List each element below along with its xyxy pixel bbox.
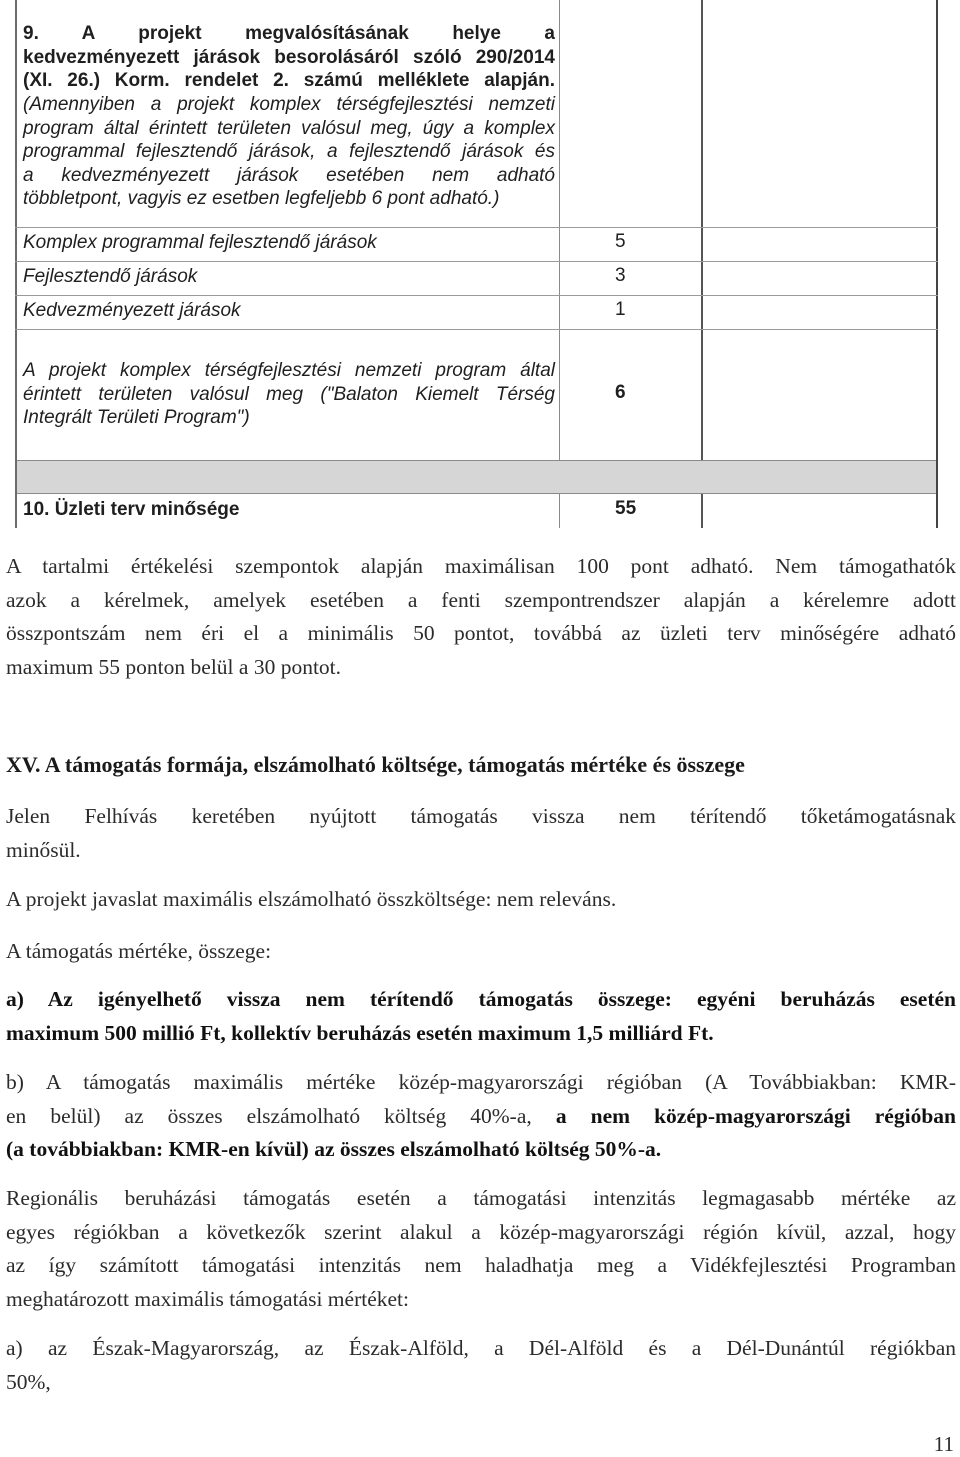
table-row-value: 3 <box>615 265 626 286</box>
table-row-value: 5 <box>615 231 626 252</box>
section-heading: XV. A támogatás formája, elszámolható költsége, támogatás mértéke és összege <box>6 752 745 777</box>
intro-line-2: azok a kérelmek, amelyek esetében a fenti szempontrendszer alapján a kérelemre adott <box>6 587 956 612</box>
table-row-label: Fejlesztendő járások <box>23 266 198 287</box>
para-total-cost: A projekt javaslat maximális elszámolható összköltsége: nem releváns. <box>6 887 617 911</box>
para-a-amount <box>6 983 956 1050</box>
para-b-rate <box>6 1066 956 1167</box>
para-regional-line-1: Regionális beruházási támogatás esetén a támogatási intenzitás legmagasabb mértéke az <box>6 1186 956 1210</box>
balaton-line-3: Integrált Területi Program") <box>23 407 250 428</box>
table-border-right <box>936 0 938 528</box>
criterion-9-line-1: 9. A projekt megvalósításának helye a <box>23 23 555 44</box>
criterion-9-note-line-5: többletpont, vagyis ez esetben legfeljebb 6 pont adható.) <box>23 188 500 209</box>
para-b-line-3: (a továbbiakban: KMR-en kívül) az összes elszámolható költség 50%-a. <box>6 1137 662 1161</box>
intro-line-1: A tartalmi értékelési szempontok alapján maximálisan 100 pont adható. Nem támogathatók <box>6 554 956 578</box>
table-rule <box>15 329 938 330</box>
table-divider-1 <box>559 0 560 528</box>
para-regional-line-3: az így számított támogatási intenzitás nem haladhatja meg a Vidékfejlesztési Programban <box>6 1253 956 1277</box>
para-support-form-line-2: minősül. <box>6 837 81 862</box>
criterion-9-note-line-4: a kedvezményezett járások esetében nem adható <box>23 164 555 186</box>
page-number: 11 <box>933 1432 954 1456</box>
para-support-form <box>6 800 956 867</box>
para-b-line-1: b) A támogatás maximális mértéke közép-magyarországi régióban (A Továbbiakban: KMR- <box>6 1070 956 1094</box>
intro-line-4: maximum 55 ponton belül a 30 pontot. <box>6 654 342 679</box>
criterion-9-line-2: kedvezményezett járások besorolásáról szóló 290/2014 <box>23 46 555 68</box>
intro-line-3: összpontszám nem éri el a minimális 50 pontot, továbbá az üzleti terv minőségére adható <box>6 621 956 645</box>
criterion-9-note-line-1: (Amennyiben a projekt komplex térségfejlesztési nemzeti <box>23 94 555 115</box>
criterion-9-note <box>23 93 555 211</box>
table-divider-2 <box>701 0 703 528</box>
criterion-10-label: 10. Üzleti terv minősége <box>23 499 240 520</box>
para-a-line-2: maximum 500 millió Ft, kollektív beruházás esetén maximum 1,5 milliárd Ft. <box>6 1020 714 1045</box>
criterion-9-line-3: (XI. 26.) Korm. rendelet 2. számú melléklete alapján. <box>23 70 555 91</box>
para-a-line-1 <box>6 983 956 1017</box>
para-b-line-2-normal: en belül) az összes elszámolható költség 40%-a, <box>6 1103 556 1128</box>
para-regional-line-2: egyes régiókban a következők szerint alakul a közép-magyarországi régión kívül, azzal, hogy <box>6 1219 956 1244</box>
para-list-a-line-2: 50%, <box>6 1369 51 1394</box>
balaton-row-label <box>23 359 555 430</box>
para-a-line-1-text: Az igényelhető vissza nem térítendő támogatás összege: egyéni beruházás esetén <box>47 987 956 1011</box>
intro-paragraph <box>6 550 956 684</box>
criterion-10-value: 55 <box>615 498 637 519</box>
balaton-line-1: A projekt komplex térségfejlesztési nemzeti program által <box>23 360 555 381</box>
table-row-value: 1 <box>615 299 626 320</box>
para-rate-label: A támogatás mértéke, összege: <box>6 939 272 963</box>
table-rule <box>15 295 938 296</box>
balaton-line-2: érintett területen valósul meg ("Balaton Kiemelt Térség <box>23 383 555 405</box>
para-b-line-2-bold: a nem közép-magyarországi régióban <box>555 1103 956 1128</box>
para-regional <box>6 1182 956 1316</box>
table-border-left <box>15 0 17 528</box>
criterion-9-note-line-2: program által érintett területen valósul meg, úgy a komplex <box>23 117 555 139</box>
table-row-label: Komplex programmal fejlesztendő járások <box>23 232 377 253</box>
criterion-9-note-line-3: programmal fejlesztendő járások, a fejlesztendő járások és <box>23 141 555 162</box>
table-rule <box>15 261 938 262</box>
criterion-9-title <box>23 22 555 93</box>
table-separator-bar <box>17 460 936 494</box>
para-regional-line-4: meghatározott maximális támogatási mértéket: <box>6 1286 409 1311</box>
table-row-label: Kedvezményezett járások <box>23 300 241 321</box>
scoring-table <box>15 0 938 528</box>
para-list-a-line-1: a) az Észak-Magyarország, az Észak-Alföld, a Dél-Alföld és a Dél-Dunántúl régiókban <box>6 1336 956 1360</box>
balaton-row-value: 6 <box>615 382 626 403</box>
para-list-a <box>6 1332 956 1399</box>
para-support-form-line-1: Jelen Felhívás keretében nyújtott támogatás vissza nem térítendő tőketámogatásnak <box>6 804 956 828</box>
table-rule <box>15 227 938 228</box>
para-b-line-2 <box>6 1100 956 1134</box>
para-a-prefix: a) <box>6 987 24 1011</box>
